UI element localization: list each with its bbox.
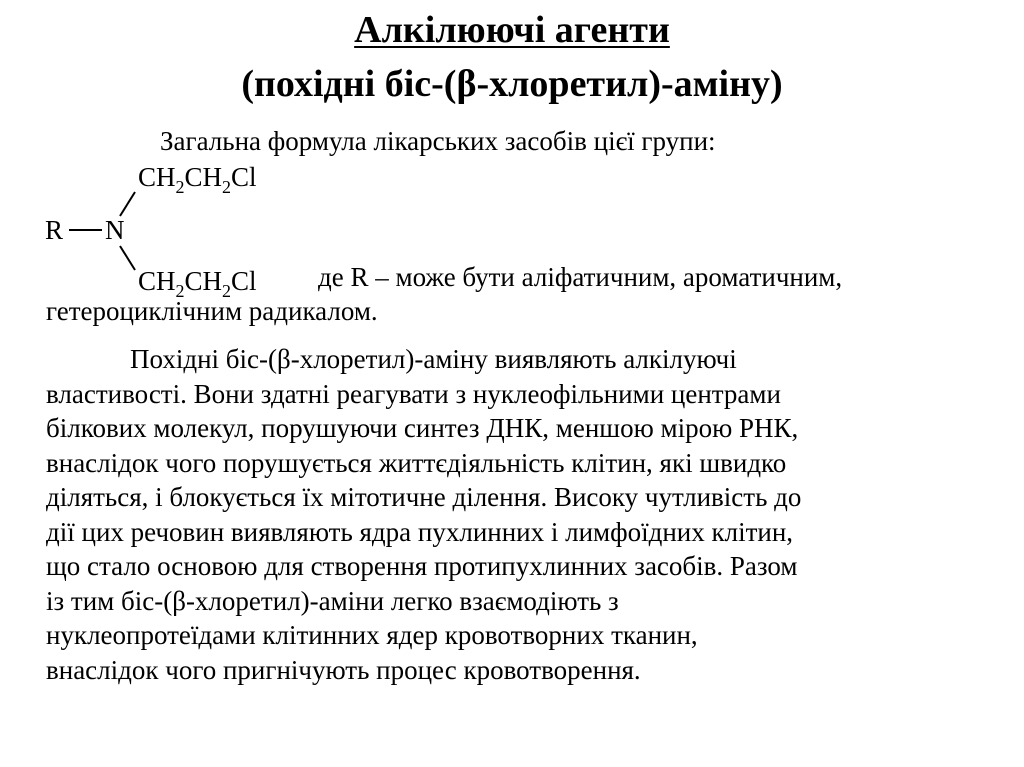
formula-branch-bottom: $CH_2CH_2Cl$ [138,266,257,301]
paragraph-line: що стало основою для створення протипухлинних засобів. Разом [46,551,798,581]
paragraph-line: із тим біс-(β-хлоретил)-аміни легко взаємодіють з [46,585,619,616]
paragraph-line: властивості. Вони здатні реагувати з нуклеофільними центрами [46,378,781,409]
main-paragraph [46,342,1016,687]
formula-n-label: N [105,215,125,245]
paragraph-line: білкових молекул, порушуючи синтез ДНК, меншою мірою РНК, [46,413,799,443]
formula-r-label: R [45,215,64,245]
structural-formula-svg [40,156,340,306]
slide-subtitle: (похідні біс-(β-хлоретил)-аміну) [241,63,783,105]
bond-top [120,192,135,216]
paragraph-line: діляться, і блокується їх мітотичне ділення. Високу чутливість до [46,482,802,512]
paragraph-line: нуклеопротеїдами клітинних ядер кровотворних тканин, [46,620,698,650]
bond-bottom [120,246,135,270]
slide-title [0,8,1024,52]
formula-branch-top: $CH_2CH_2Cl$ [138,162,257,197]
formula-intro: Загальна формула лікарських засобів цієї групи: [160,126,716,156]
r-description-line-2: гетероциклічним радикалом. [46,296,378,326]
r-description-line-1: де R – може бути аліфатичним, ароматичним, [318,262,843,292]
slide-title-text: Алкілюючі агенти [354,9,670,51]
paragraph-line: внаслідок чого порушується життєдіяльність клітин, які швидко [46,447,787,478]
paragraph-line: Похідні біс-(β-хлоретил)-аміну виявляють алкілуючі [130,344,737,374]
paragraph-line: внаслідок чого пригнічують процес кровотворення. [46,654,641,685]
structural-formula [40,156,340,306]
paragraph-line: дії цих речовин виявляють ядра пухлинних і лимфоїдних клітин, [46,516,794,547]
